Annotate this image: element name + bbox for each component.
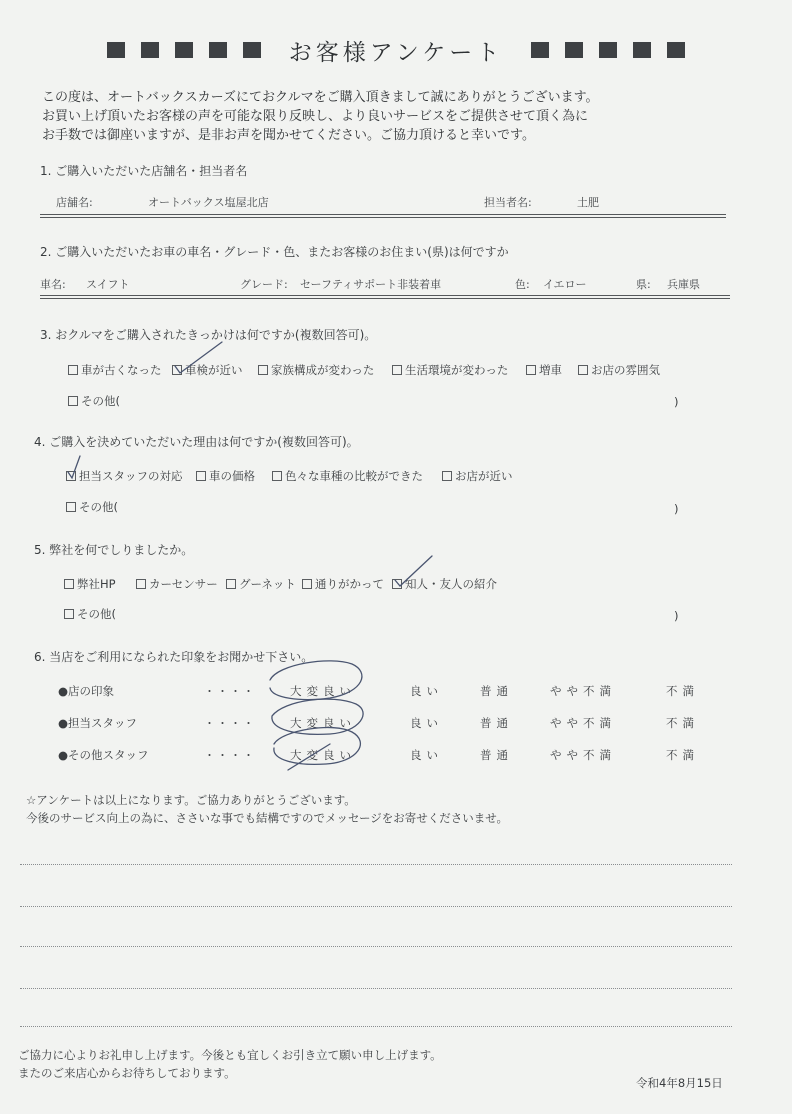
q4-question: 4. ご購入を決めていただいた理由は何ですか(複数回答可)。	[34, 435, 359, 449]
q5-option[interactable]: グーネット	[226, 576, 296, 592]
rating-label: ●担当スタッフ	[58, 716, 138, 730]
staff-label: 担当者名:	[484, 196, 532, 209]
square-mark	[243, 42, 261, 58]
checkbox[interactable]	[392, 365, 402, 375]
q3-option[interactable]: 家族構成が変わった	[258, 362, 374, 378]
color-label: 色:	[515, 278, 530, 291]
rating-option[interactable]: やや不満	[550, 748, 616, 762]
checkbox[interactable]	[392, 579, 402, 589]
checkbox[interactable]	[64, 579, 74, 589]
leader-dots: ・・・・	[204, 749, 256, 762]
checkbox[interactable]	[68, 365, 78, 375]
square-mark	[633, 42, 651, 58]
checkbox[interactable]	[66, 502, 76, 512]
checkbox[interactable]	[578, 365, 588, 375]
store-label: 店舗名:	[56, 196, 93, 209]
intro-line: お買い上げ頂いたお客様の声を可能な限り反映し、より良いサービスをご提供させて頂く為に	[42, 109, 589, 124]
checkbox[interactable]	[136, 579, 146, 589]
checkbox[interactable]	[302, 579, 312, 589]
checkbox[interactable]	[272, 471, 282, 481]
pref-label: 県:	[636, 278, 651, 291]
pref-value: 兵庫県	[667, 278, 700, 291]
rating-option[interactable]: 良い	[410, 748, 443, 762]
rating-label: ●店の印象	[58, 684, 115, 698]
page-title: お客様アンケート	[288, 39, 504, 66]
q5-other[interactable]: その他(	[64, 606, 116, 622]
q3-option[interactable]: 増車	[526, 362, 562, 378]
checkbox[interactable]	[226, 579, 236, 589]
q3-option[interactable]: お店の雰囲気	[578, 362, 660, 378]
checkbox[interactable]	[172, 365, 182, 375]
message-line[interactable]	[20, 1026, 732, 1027]
rating-label: ●その他スタッフ	[58, 748, 149, 762]
q3-option[interactable]: 車検が近い	[172, 362, 243, 378]
intro-text	[42, 88, 599, 145]
q4-option[interactable]: お店が近い	[442, 468, 513, 484]
rating-option[interactable]: 良い	[410, 716, 443, 730]
rating-option[interactable]: 大変良い	[290, 748, 356, 762]
checkbox[interactable]	[196, 471, 206, 481]
color-value: イエロー	[543, 278, 587, 291]
closing-text	[26, 791, 508, 827]
message-line[interactable]	[20, 946, 732, 947]
leader-dots: ・・・・	[204, 685, 256, 698]
header	[0, 34, 792, 66]
intro-line: お手数では御座いますが、是非お声を聞かせてください。ご協力頂けると幸いです。	[42, 128, 535, 143]
message-line[interactable]	[20, 864, 732, 865]
q5-question: 5. 弊社を何でしりましたか。	[34, 543, 194, 557]
checkbox[interactable]	[258, 365, 268, 375]
paren-close: )	[674, 502, 679, 516]
square-mark	[141, 42, 159, 58]
square-mark	[531, 42, 549, 58]
q5-option[interactable]: カーセンサー	[136, 576, 218, 592]
footer-text	[18, 1046, 442, 1082]
rating-option[interactable]: 不満	[666, 684, 699, 698]
divider	[40, 214, 726, 218]
message-line[interactable]	[20, 988, 732, 989]
grade-value: セーフティサポート非装着車	[300, 278, 442, 291]
rating-option[interactable]: 大変良い	[290, 684, 356, 698]
q4-option[interactable]: 色々な車種の比較ができた	[272, 468, 423, 484]
date: 令和4年8月15日	[636, 1076, 723, 1090]
square-mark	[565, 42, 583, 58]
car-label: 車名:	[40, 278, 66, 291]
closing-line: 今後のサービス向上の為に、ささいな事でも結構ですのでメッセージをお寄せくださいませ。	[26, 811, 508, 825]
intro-line: この度は、オートバックスカーズにておクルマをご購入頂きまして誠にありがとうございます。	[42, 90, 599, 105]
q3-other[interactable]: その他(	[68, 393, 120, 409]
q5-option[interactable]: 弊社HP	[64, 576, 116, 592]
rating-option[interactable]: 大変良い	[290, 716, 356, 730]
footer-line: ご協力に心よりお礼申し上げます。今後とも宜しくお引き立て願い申し上げます。	[18, 1048, 442, 1062]
paren-close: )	[674, 395, 679, 409]
divider	[40, 295, 730, 299]
checkbox[interactable]	[526, 365, 536, 375]
message-line[interactable]	[20, 906, 732, 907]
q2-question: 2. ご購入いただいたお車の車名・グレード・色、またお客様のお住まい(県)は何ですか	[40, 245, 509, 259]
rating-option[interactable]: 不満	[666, 748, 699, 762]
rating-option[interactable]: 不満	[666, 716, 699, 730]
checkbox[interactable]	[64, 609, 74, 619]
checkbox[interactable]	[442, 471, 452, 481]
square-mark	[107, 42, 125, 58]
q4-other[interactable]: その他(	[66, 499, 118, 515]
q1-question: 1. ご購入いただいた店舗名・担当者名	[40, 164, 248, 178]
q5-option[interactable]: 通りがかって	[302, 576, 384, 592]
q4-option[interactable]: 担当スタッフの対応	[66, 468, 183, 484]
rating-option[interactable]: 普通	[480, 684, 513, 698]
footer-line: またのご来店心からお待ちしております。	[18, 1066, 236, 1080]
square-mark	[175, 42, 193, 58]
paren-close: )	[674, 609, 679, 623]
checkbox[interactable]	[66, 471, 76, 481]
q6-question: 6. 当店をご利用になられた印象をお聞かせ下さい。	[34, 650, 314, 664]
checkbox[interactable]	[68, 396, 78, 406]
staff-value: 土肥	[577, 196, 599, 209]
rating-option[interactable]: 普通	[480, 716, 513, 730]
q4-option[interactable]: 車の価格	[196, 468, 255, 484]
rating-option[interactable]: やや不満	[550, 684, 616, 698]
car-value: スイフト	[86, 278, 130, 291]
square-mark	[209, 42, 227, 58]
q5-option[interactable]: 知人・友人の紹介	[392, 576, 497, 592]
q3-question: 3. おクルマをご購入されたきっかけは何ですか(複数回答可)。	[40, 328, 377, 342]
closing-line: ☆アンケートは以上になります。ご協力ありがとうございます。	[26, 793, 356, 807]
rating-option[interactable]: 普通	[480, 748, 513, 762]
rating-option[interactable]: やや不満	[550, 716, 616, 730]
grade-label: グレード:	[240, 278, 288, 291]
q3-option[interactable]: 生活環境が変わった	[392, 362, 508, 378]
q3-option[interactable]: 車が古くなった	[68, 362, 162, 378]
square-mark	[667, 42, 685, 58]
leader-dots: ・・・・	[204, 717, 256, 730]
store-value: オートバックス塩屋北店	[148, 196, 269, 209]
rating-option[interactable]: 良い	[410, 684, 443, 698]
square-mark	[599, 42, 617, 58]
